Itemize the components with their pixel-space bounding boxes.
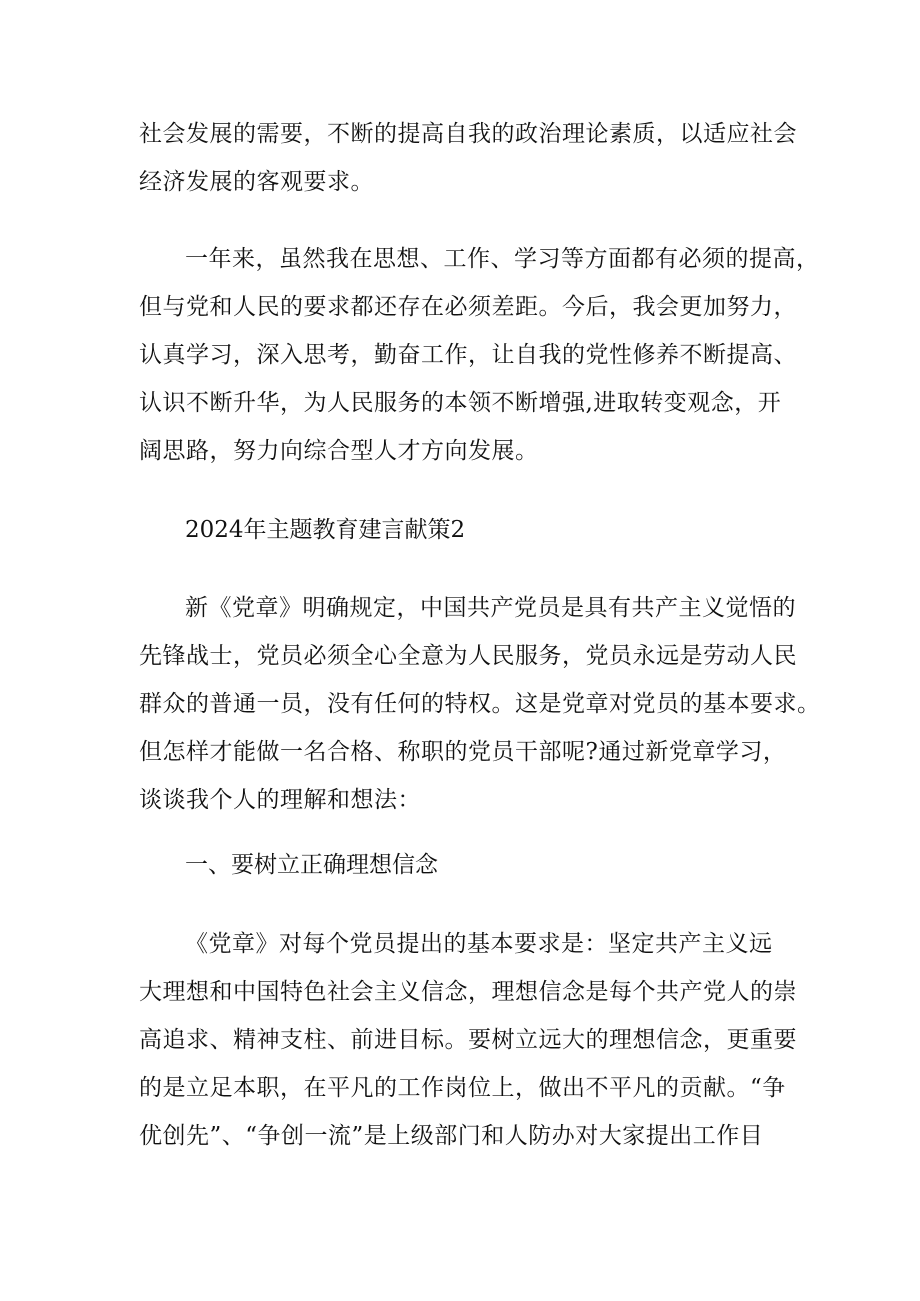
text-line: 谈谈我个人的理解和想法：	[139, 787, 421, 813]
text-line: 但与党和人民的要求都还存在必须差距。今后，我会更加努力，	[139, 294, 797, 320]
text-line: 先锋战士，党员必须全心全意为人民服务，党员永远是劳动人民	[139, 643, 797, 669]
text-line: 经济发展的客观要求。	[139, 169, 374, 195]
paragraph-party-constitution	[139, 584, 821, 824]
text-line: 认识不断升华，为人民服务的本领不断增强,进取转变观念，开	[139, 390, 782, 416]
text-line: 高追求、精神支柱、前进目标。要树立远大的理想信念，更重要	[139, 1027, 797, 1053]
text-line: 新《党章》明确规定，中国共产党员是具有共产主义觉悟的	[185, 595, 796, 621]
section-title: 2024年主题教育建言献策2	[185, 517, 466, 543]
subheading: 一、要树立正确理想信念	[185, 852, 438, 878]
text-line: 的是立足本职，在平凡的工作岗位上，做出不平凡的贡献。“争	[139, 1075, 786, 1101]
text-line: 大理想和中国特色社会主义信念，理想信念是每个共产党人的崇	[139, 979, 797, 1005]
paragraph-ideals	[139, 920, 799, 1160]
text-line: 认真学习，深入思考，勤奋工作，让自我的党性修养不断提高、	[139, 342, 797, 368]
text-line: 群众的普通一员，没有任何的特权。这是党章对党员的基本要求。	[139, 691, 821, 717]
text-line: 《党章》对每个党员提出的基本要求是：坚定共产主义远	[185, 931, 773, 957]
paragraph-summary	[139, 235, 820, 475]
text-line: 阔思路，努力向综合型人才方向发展。	[139, 438, 539, 464]
text-line: 但怎样才能做一名合格、称职的党员干部呢?通过新党章学习，	[139, 739, 787, 765]
text-line: 社会发展的需要，不断的提高自我的政治理论素质，以适应社会	[139, 121, 797, 147]
text-line: 优创先”、“争创一流”是上级部门和人防办对大家提出工作目	[139, 1123, 764, 1149]
text-line: 一年来，虽然我在思想、工作、学习等方面都有必须的提高，	[185, 246, 820, 272]
paragraph-continuation	[139, 110, 799, 206]
